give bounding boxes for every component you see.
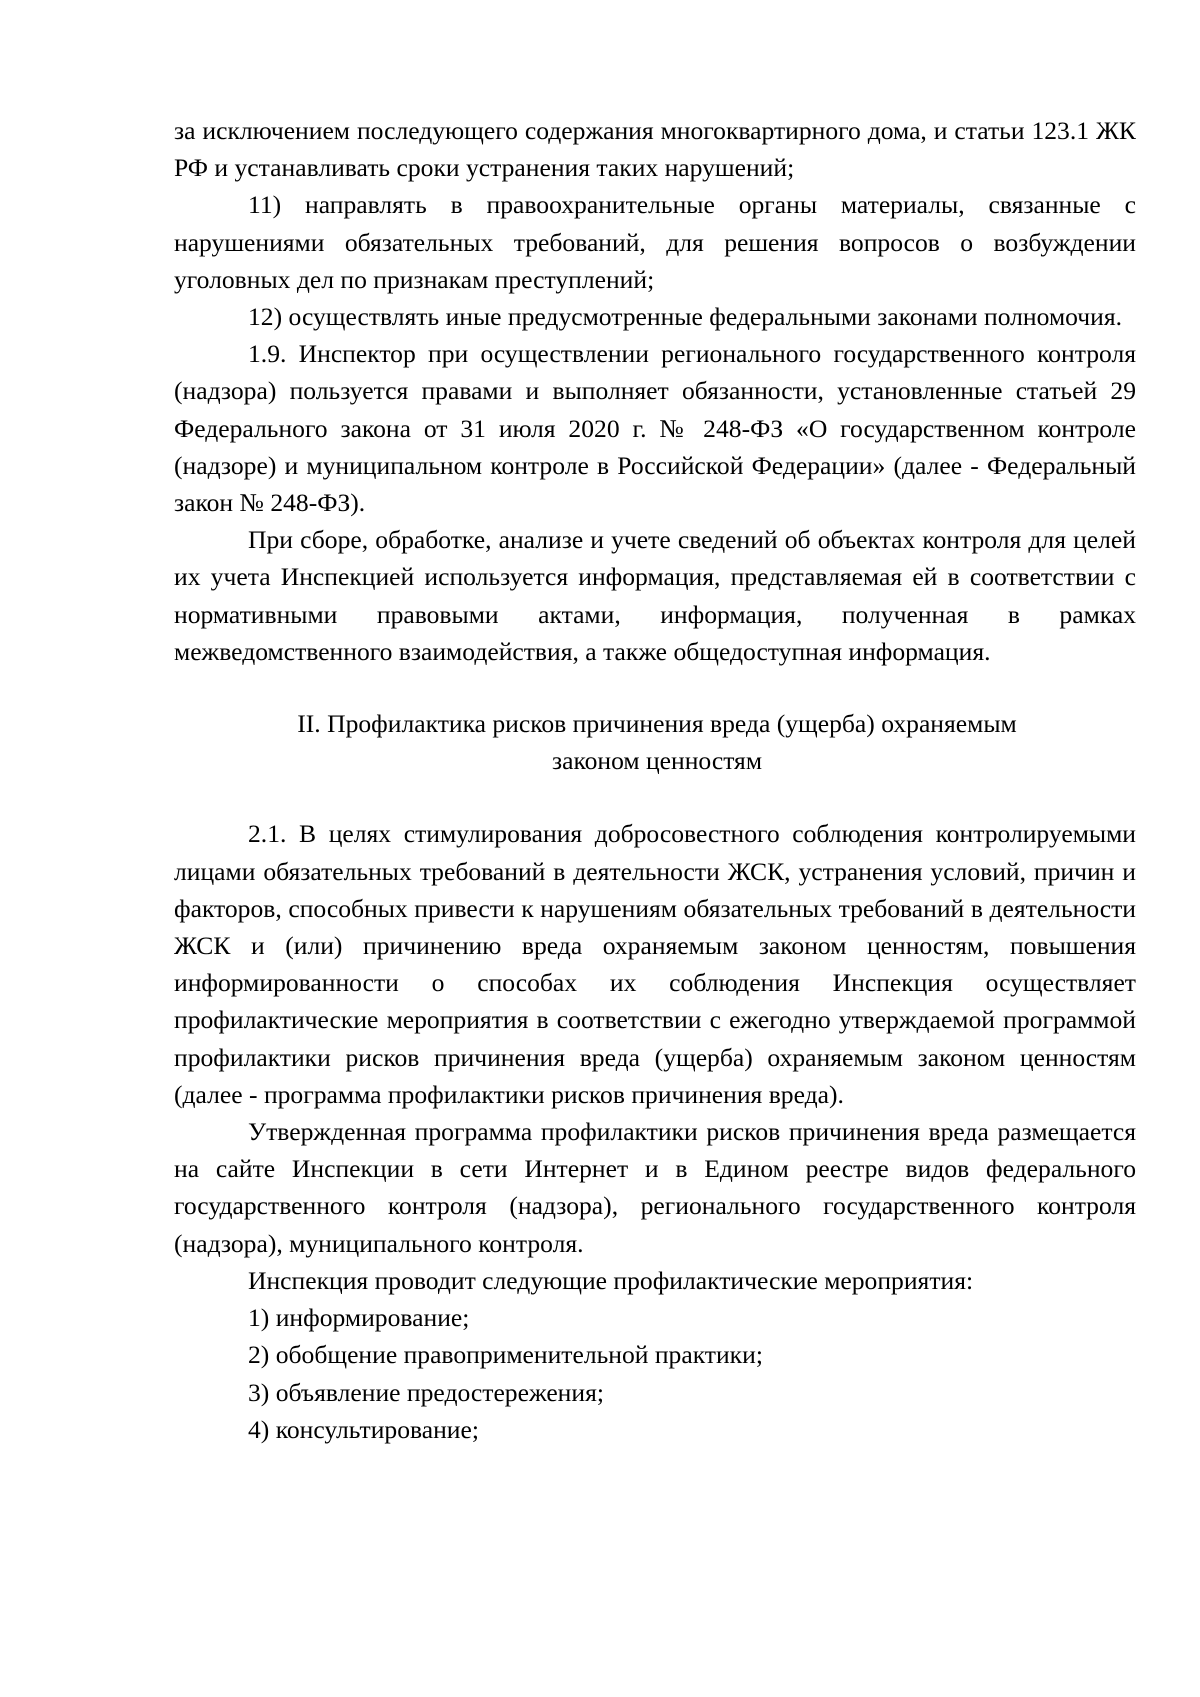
section-heading: II. Профилактика рисков причинения вреда (ущерба) охраняемым законом ценностям: [297, 709, 1017, 776]
paragraph-information-sources: При сборе, обработке, анализе и учете сведений об объектах контроля для целей их учета Инспекцией используется информация, представляемая ей в соответствии с нормативными правовыми актами, информация, полученная в рамках межведомственного взаимодействия, а также общедоступная информация.: [174, 525, 1136, 666]
paragraph-item-12: 12) осуществлять иные предусмотренные федеральными законами полномочия.: [248, 302, 1123, 332]
list-item: 1) информирование;: [248, 1303, 470, 1333]
list-item: 2) обобщение правоприменительной практики;: [248, 1340, 763, 1370]
paragraph-clause-2-1: 2.1. В целях стимулирования добросовестного соблюдения контролируемыми лицами обязательных требований в деятельности ЖСК, устранения условий, причин и факторов, способных привести к нарушениям обязательных требований в деятельности ЖСК и (или) причинению вреда охраняемым законом ценностям, повышения информированности о способах их соблюдения Инспекция осуществляет профилактические мероприятия в соответствии с ежегодно утверждаемой программой профилактики рисков причинения вреда (ущерба) охраняемым законом ценностям (далее - программа профилактики рисков причинения вреда).: [174, 819, 1136, 1109]
paragraph-continuation: за исключением последующего содержания многоквартирного дома, и статьи 123.1 ЖК РФ и устанавливать сроки устранения таких нарушений;: [174, 116, 1136, 183]
paragraph-program-publication: Утвержденная программа профилактики рисков причинения вреда размещается на сайте Инспекции в сети Интернет и в Едином реестре видов федерального государственного контроля (надзора), регионального государственного контроля (надзора), муниципального контроля.: [174, 1117, 1136, 1258]
list-item: 3) объявление предостережения;: [248, 1377, 604, 1407]
list-item: 4) консультирование;: [248, 1414, 479, 1444]
paragraph-measures-intro: Инспекция проводит следующие профилактические мероприятия:: [248, 1265, 974, 1295]
paragraph-item-11: 11) направлять в правоохранительные органы материалы, связанные с нарушениями обязательных требований, для решения вопросов о возбуждении уголовных дел по признакам преступлений;: [174, 190, 1136, 294]
document-page: [174, 112, 1136, 1448]
paragraph-clause-1-9: 1.9. Инспектор при осуществлении регионального государственного контроля (надзора) пользуется правами и выполняет обязанности, установленные статьей 29 Федерального закона от 31 июля 2020 г. № 248-ФЗ «О государственном контроле (надзоре) и муниципальном контроле в Российской Федерации» (далее - Федеральный закон № 248-ФЗ).: [174, 339, 1136, 518]
